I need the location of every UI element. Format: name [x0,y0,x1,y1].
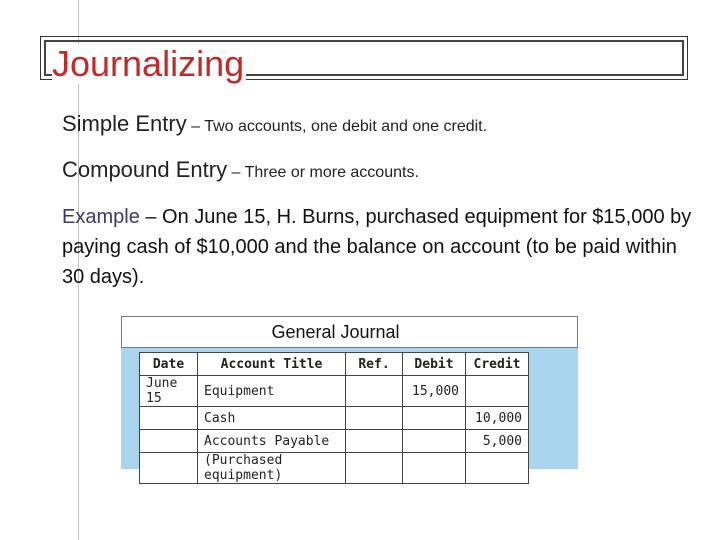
compound-entry-term: Compound Entry [62,157,228,182]
cell-account: Cash [198,407,346,430]
journal-table [139,352,529,484]
cell-ref [346,430,403,453]
header-date: Date [140,353,198,376]
table-row [140,407,529,430]
header-debit: Debit [403,353,466,376]
cell-ref [346,453,403,484]
cell-account: Equipment [198,376,346,407]
cell-date [140,430,198,453]
table-row [140,453,529,484]
general-journal-figure [121,316,578,483]
example-text: – On June 15, H. Burns, purchased equipment for $15,000 by paying cash of $10,000 and the balance on account (to be paid within 30 days). [62,206,692,288]
table-row [140,376,529,407]
cell-ref [346,407,403,430]
cell-debit [403,453,466,484]
cell-ref [346,376,403,407]
cell-credit [466,376,529,407]
cell-credit: 10,000 [466,407,529,430]
example-lead: Example [62,206,140,228]
compound-entry-line [62,157,419,183]
cell-date: June 15 [140,376,198,407]
header-account-title: Account Title [198,353,346,376]
cell-debit [403,407,466,430]
table-header-row [140,353,529,376]
cell-date [140,407,198,430]
example-paragraph [62,202,702,292]
slide-title: Journalizing [52,43,245,84]
cell-account: (Purchased equipment) [198,453,346,484]
cell-date [140,453,198,484]
cell-debit: 15,000 [403,376,466,407]
header-ref: Ref. [346,353,403,376]
compound-entry-desc: – Three or more accounts. [227,164,419,181]
cell-account: Accounts Payable [198,430,346,453]
cell-credit: 5,000 [466,430,529,453]
simple-entry-term: Simple Entry [62,111,187,136]
table-row [140,430,529,453]
journal-title: General Journal [121,316,578,348]
simple-entry-line [62,111,487,137]
cell-credit [466,453,529,484]
cell-debit [403,430,466,453]
simple-entry-desc: – Two accounts, one debit and one credit. [186,118,488,135]
header-credit: Credit [466,353,529,376]
